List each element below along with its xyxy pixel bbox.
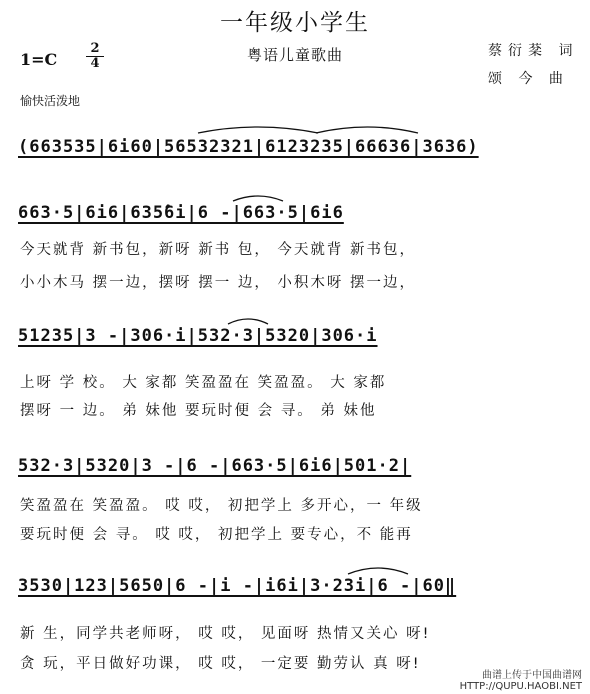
notation-line: 532·3|5320|3 -|6 -|663·5|6i6|501·2| xyxy=(18,456,412,476)
song-title: 一年级小学生 xyxy=(220,10,370,36)
key-signature: 1=C xyxy=(20,50,58,69)
score-row-intro xyxy=(18,137,578,159)
notation-line: 3530|123|5650|6 -|i -|i6i|3·23i|6 -|60‖ xyxy=(18,576,457,596)
lyricist-credit: 蔡衍棻 词 xyxy=(488,43,579,59)
time-signature-top: 2 xyxy=(86,42,104,57)
tempo-marking: 愉快活泼地 xyxy=(20,94,81,108)
score-row-2 xyxy=(18,326,578,348)
time-signature-bottom: 4 xyxy=(90,56,100,71)
footer-line-1: 曲谱上传于中国曲谱网 xyxy=(482,670,582,681)
time-signature xyxy=(86,42,104,71)
score-row-1 xyxy=(18,203,578,225)
notation-line: 663·5|6i6|635̂6i|6 -|663·5|6i6 xyxy=(18,203,344,223)
lyric-line: 贪 玩，平日做好功课， 哎 哎， 一定要 勤劳认 真 呀! xyxy=(20,656,421,672)
watermark-footer xyxy=(460,670,582,692)
lyric-line: 要玩时便 会 寻。 哎 哎， 初把学上 要专心，不 能再 xyxy=(20,527,413,543)
lyric-line: 上呀 学 校。 大 家都 笑盈盈在 笑盈盈。 大 家都 xyxy=(20,375,387,391)
lyric-line: 摆呀 一 边。 弟 妹他 要玩时便 会 寻。 弟 妹他 xyxy=(20,403,377,419)
song-subtitle: 粤语儿童歌曲 xyxy=(246,46,343,64)
score-row-3 xyxy=(18,456,578,478)
lyric-line: 小小木马 摆一边，摆呀 摆一 边， 小积木呀 摆一边， xyxy=(20,275,417,291)
lyric-line: 新 生，同学共老师呀， 哎 哎， 见面呀 热情又关心 呀! xyxy=(20,626,431,642)
lyric-line: 笑盈盈在 笑盈盈。 哎 哎， 初把学上 多开心，一 年级 xyxy=(20,498,423,514)
footer-line-2: HTTP://QUPU.HAOBI.NET xyxy=(459,681,582,692)
notation-line: 51235|3 -|306·i|532·3|5320|306·i xyxy=(18,326,378,346)
lyric-line: 今天就背 新书包，新呀 新书 包， 今天就背 新书包， xyxy=(20,242,417,258)
composer-credit: 颂 今 曲 xyxy=(488,71,569,87)
notation-line: (663535|6i60|56532321|6123235|66636|3636) xyxy=(18,137,479,157)
score-row-4 xyxy=(18,576,578,598)
